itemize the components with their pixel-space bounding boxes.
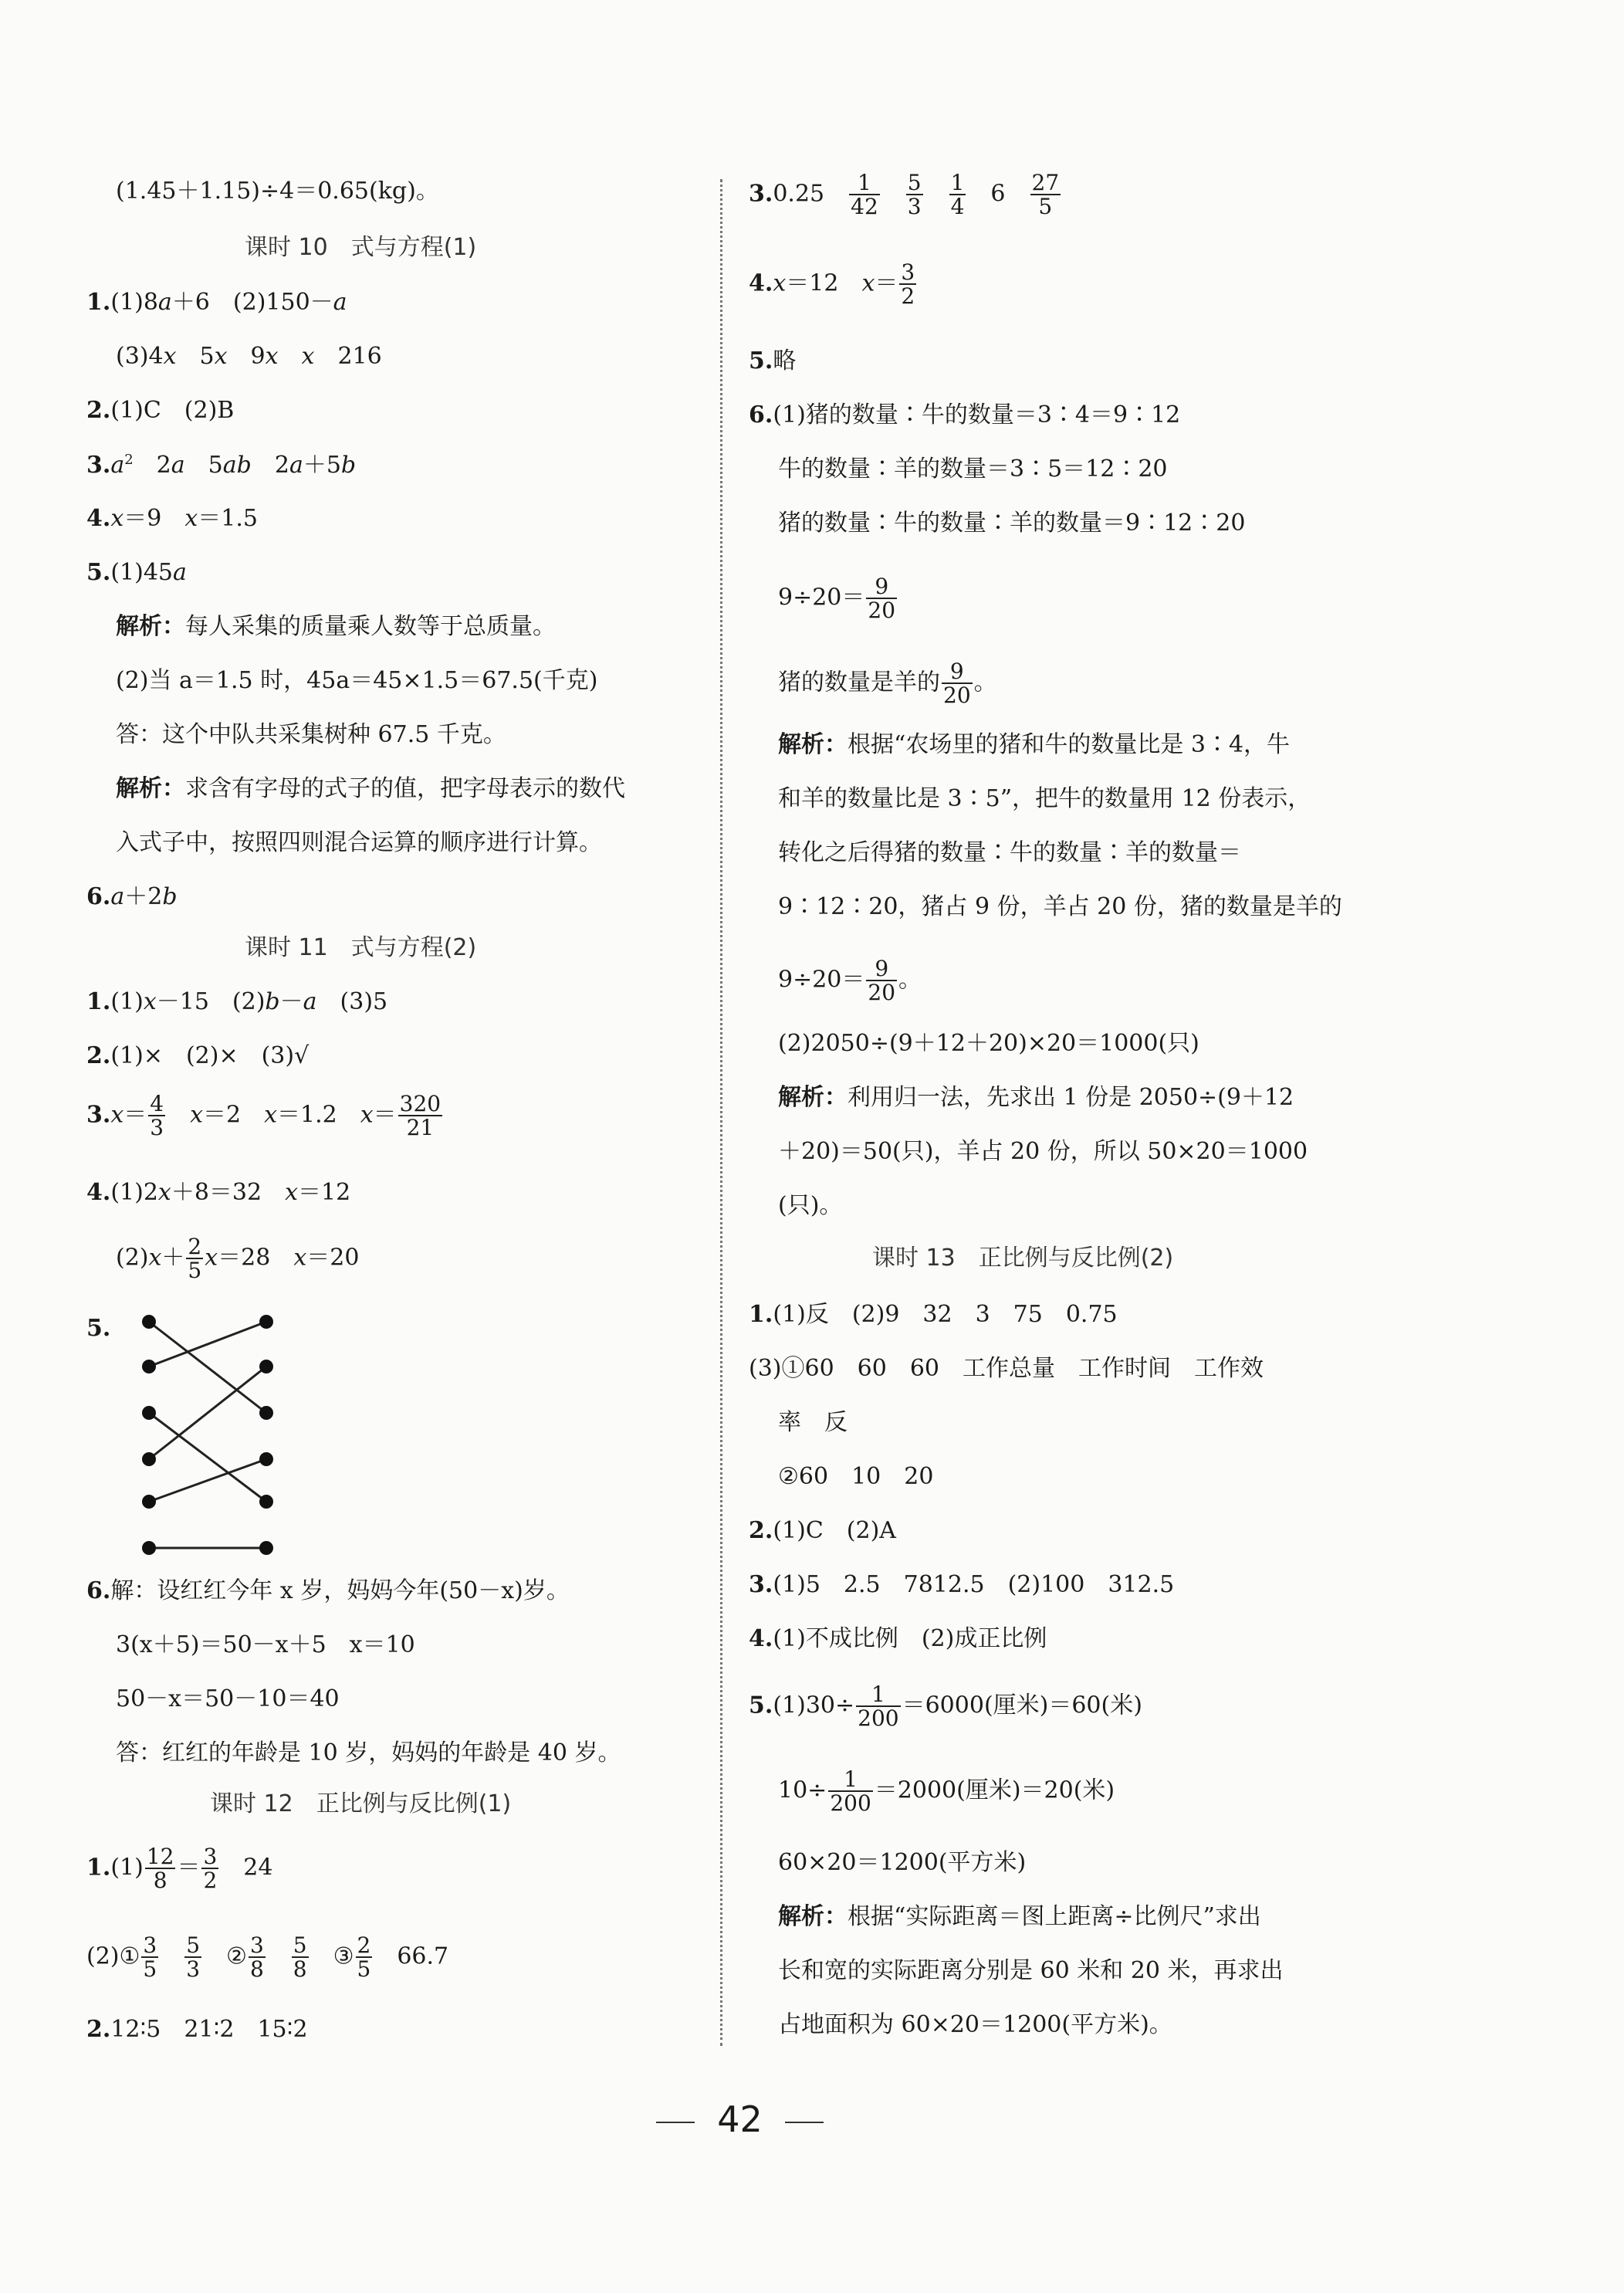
text: ＝2000(厘米)＝20(米) [874, 1776, 1115, 1804]
text: 猪的数量是羊的 [778, 669, 940, 696]
section-heading: 课时 13 正比例与反比例(2) [872, 1245, 1174, 1272]
text: 6 [990, 180, 1006, 208]
text: ＋5 [303, 452, 341, 479]
text: (2) [116, 1244, 149, 1272]
text: －15 (2) [156, 988, 266, 1015]
item-number: 1. [86, 289, 111, 316]
text: ＋ [161, 1244, 185, 1272]
variable: x [157, 1179, 171, 1206]
variable: a [171, 452, 185, 479]
variable: b [162, 883, 178, 910]
text: (1)30÷ [773, 1692, 855, 1719]
text: ② [226, 1942, 247, 1970]
text: (1)不成比例 (2)成正比例 [773, 1625, 1047, 1652]
item-number: 4. [86, 505, 111, 532]
answer-line [86, 1317, 110, 1340]
text-line: (1.45＋1.15)÷4＝0.65(kg)。 [116, 178, 439, 205]
text: 根据“农场里的猪和牛的数量比是 3∶4，牛 [848, 731, 1291, 758]
item-number: 4. [749, 269, 773, 297]
fraction: $\frac{1}{200}$ [858, 1682, 899, 1732]
text: (1)8 [110, 289, 158, 316]
text-line: ②60 10 20 [778, 1463, 934, 1490]
variable: x [110, 1101, 124, 1129]
text: 解：设红红今年 x 岁，妈妈今年(50－x)岁。 [110, 1577, 570, 1604]
answer-line [86, 1934, 448, 1981]
text: (1) [110, 988, 144, 1015]
text-line: (3)①60 60 60 工作总量 工作时间 工作效 [749, 1355, 1264, 1382]
answer-line [749, 261, 918, 308]
text-line: 9∶12∶20，猪占 9 份，羊占 20 份，猪的数量是羊的 [778, 893, 1342, 920]
variable: x [301, 343, 315, 370]
text: 利用归一法，先求出 1 份是 2050÷(9＋12 [848, 1084, 1294, 1111]
fraction: $\frac{5}{8}$ [293, 1932, 307, 1983]
item-number: 3. [86, 452, 111, 479]
text: 9÷20＝ [778, 584, 865, 611]
item-number: 3. [749, 180, 773, 208]
text-line: 3(x＋5)＝50－x＋5 x＝10 [116, 1631, 415, 1658]
text: 5 [176, 343, 215, 370]
text: (1)45 [110, 559, 173, 586]
answer-line [778, 1768, 1115, 1815]
variable: x [360, 1101, 374, 1129]
text: 略 [773, 347, 797, 374]
variable: a [110, 883, 125, 910]
answer-line [86, 453, 356, 477]
item-number: 3. [749, 1571, 773, 1598]
page-number-footer [656, 2098, 824, 2140]
text: ＝1.2 [277, 1101, 360, 1129]
text: ③ [333, 1942, 354, 1970]
text: (1)C (2)A [773, 1517, 896, 1544]
text: 2 [251, 452, 289, 479]
fraction: $\frac{27}{5}$ [1031, 170, 1060, 220]
variable: x [265, 343, 279, 370]
fraction: $\frac{12}{8}$ [146, 1844, 174, 1894]
text: ＝ [875, 269, 898, 297]
item-number: 2. [86, 397, 111, 424]
text: (1)C (2)B [110, 397, 235, 424]
page-number: 42 [717, 2098, 763, 2140]
item-number: 2. [749, 1517, 773, 1544]
variable: x [293, 1244, 307, 1272]
fraction: $\frac{9}{20}$ [943, 659, 971, 709]
item-number: 5. [86, 1315, 111, 1342]
text-line: 率 反 [778, 1409, 848, 1436]
text-line: 60×20＝1200(平方米) [778, 1849, 1027, 1876]
text: 12∶5 21∶2 15∶2 [110, 2016, 308, 2043]
text: 5 [184, 452, 223, 479]
variable: a [303, 988, 317, 1015]
text: ＋2 [124, 883, 163, 910]
answer-line [86, 1577, 570, 1604]
variable: a [333, 289, 347, 316]
answer-line [749, 1573, 1174, 1597]
text: (3)4 [116, 343, 164, 370]
text: (2)① [86, 1942, 140, 1970]
variable: x [143, 988, 157, 1015]
item-number: 1. [86, 1854, 111, 1881]
text: (1)反 (2)9 32 3 75 0.75 [773, 1301, 1118, 1328]
text: (1)× (2)× (3)√ [110, 1042, 310, 1069]
analysis-label: 解析： [116, 775, 185, 802]
analysis-line [116, 777, 625, 801]
item-number: 6. [86, 883, 111, 910]
variable: x [110, 505, 124, 532]
variable: x [214, 343, 228, 370]
text: ＝28 [218, 1244, 294, 1272]
fraction: $\frac{5}{3}$ [907, 170, 922, 220]
answer-line [749, 1683, 1142, 1730]
text: ＝2 [203, 1101, 265, 1129]
variable: x [184, 505, 198, 532]
text: 2 [133, 452, 171, 479]
variable: b [340, 452, 357, 479]
text: ＋6 (2)150－ [171, 289, 333, 316]
text-line: 猪的数量∶牛的数量∶羊的数量＝9∶12∶20 [778, 510, 1246, 537]
fraction: $\frac{2}{5}$ [357, 1932, 371, 1983]
analysis-line [778, 1905, 1261, 1929]
analysis-line [778, 733, 1290, 757]
analysis-label: 解析： [116, 613, 185, 640]
variable: x [861, 269, 875, 297]
answer-line [86, 507, 258, 530]
text: (1)猪的数量∶牛的数量＝3∶4＝9∶12 [773, 401, 1181, 428]
variable: x [264, 1101, 278, 1129]
text: ＝6000(厘米)＝60(米) [902, 1692, 1142, 1719]
text: 每人采集的质量乘人数等于总质量。 [185, 613, 556, 640]
text: ＋8＝32 [171, 1179, 286, 1206]
text-line: (2)当 a＝1.5 时，45a＝45×1.5＝67.5(千克) [116, 667, 598, 694]
fraction: $\frac{2}{5}$ [188, 1234, 202, 1284]
variable: a [110, 452, 125, 479]
text: 求含有字母的式子的值，把字母表示的数代 [185, 775, 625, 802]
dash-left [656, 2122, 695, 2123]
text: (1)5 2.5 7812.5 (2)100 312.5 [773, 1571, 1175, 1598]
text: (1)2 [110, 1179, 158, 1206]
text-line: (只)。 [778, 1192, 843, 1219]
fraction: $\frac{1}{42}$ [851, 170, 878, 220]
fraction: $\frac{9}{20}$ [868, 574, 896, 624]
answer-line [86, 988, 388, 1015]
fraction: $\frac{1}{4}$ [950, 170, 965, 220]
section-heading: 课时 11 式与方程(2) [245, 934, 477, 961]
text: 24 [220, 1854, 273, 1881]
variable: x [163, 343, 177, 370]
item-number: 2. [86, 2016, 111, 2043]
variable: a [157, 289, 172, 316]
variable: x [205, 1244, 218, 1272]
text-line: 答：红红的年龄是 10 岁，妈妈的年龄是 40 岁。 [116, 1739, 621, 1766]
section-heading: 课时 12 正比例与反比例(1) [210, 1790, 512, 1817]
variable: x [773, 269, 787, 297]
text: ＝20 [306, 1244, 360, 1272]
variable: x [285, 1179, 299, 1206]
fraction: $\frac{3}{8}$ [249, 1932, 264, 1983]
answer-line [778, 957, 922, 1004]
text: 9÷20＝ [778, 966, 865, 994]
fraction: $\frac{3}{2}$ [203, 1844, 218, 1894]
answer-line [749, 1627, 1047, 1651]
item-number: 2. [86, 1042, 111, 1069]
item-number: 4. [86, 1179, 111, 1206]
text: 根据“实际距离＝图上距离÷比例尺”求出 [848, 1903, 1261, 1930]
answer-line [749, 401, 1181, 428]
fraction: $\frac{1}{200}$ [830, 1766, 871, 1817]
text: － [279, 988, 303, 1015]
text: 10÷ [778, 1776, 827, 1804]
analysis-label: 解析： [778, 731, 848, 758]
text-line: 长和宽的实际距离分别是 60 米和 20 米，再求出 [778, 1957, 1284, 1984]
answer-line [86, 1092, 444, 1140]
item-number: 5. [749, 347, 773, 374]
analysis-label: 解析： [778, 1084, 848, 1111]
text: ＝9 [123, 505, 185, 532]
text: 0.25 [773, 180, 825, 208]
text-line: 占地面积为 60×20＝1200(平方米)。 [778, 2011, 1172, 2038]
text: ＝12 [786, 269, 862, 297]
answer-line [749, 347, 797, 374]
text: (3)5 [316, 988, 388, 1015]
item-number: 3. [86, 1101, 111, 1129]
answer-line [86, 1845, 272, 1892]
exponent: 2 [124, 452, 134, 468]
text: 216 [314, 343, 382, 370]
dash-right [785, 2122, 824, 2123]
text: 。 [898, 966, 922, 994]
text: ＝1.5 [198, 505, 258, 532]
analysis-line [116, 615, 556, 638]
answer-line [86, 561, 187, 584]
item-number: 4. [749, 1625, 773, 1652]
answer-line [86, 1042, 310, 1069]
answer-line [86, 2018, 308, 2041]
text: ＝ [177, 1854, 201, 1881]
variable: x [148, 1244, 162, 1272]
text: 66.7 [374, 1942, 449, 1970]
answer-line [749, 1303, 1118, 1326]
variable: b [265, 988, 280, 1015]
item-number: 6. [749, 401, 773, 428]
text-line: 牛的数量∶羊的数量＝3∶5＝12∶20 [778, 456, 1168, 483]
text-line: 和羊的数量比是 3∶5”，把牛的数量用 12 份表示， [778, 785, 1311, 812]
answer-line [86, 291, 347, 314]
section-heading: 课时 10 式与方程(1) [245, 234, 477, 261]
text: ＝12 [298, 1179, 351, 1206]
answer-line [86, 883, 178, 910]
fraction: $\frac{3}{2}$ [901, 259, 915, 310]
fraction: $\frac{320}{21}$ [399, 1091, 442, 1141]
answer-line [749, 1519, 896, 1543]
answer-line [116, 345, 382, 368]
answer-line [116, 1235, 359, 1282]
text-line: 50－x＝50－10＝40 [116, 1685, 340, 1712]
variable: a [289, 452, 303, 479]
answer-line [86, 1181, 350, 1204]
item-number: 6. [86, 1577, 111, 1604]
item-number: 5. [86, 559, 111, 586]
item-number: 1. [86, 988, 111, 1015]
matching-lines-diagram [113, 1312, 345, 1560]
text: 9 [227, 343, 266, 370]
fraction: $\frac{4}{3}$ [150, 1091, 164, 1141]
variable: x [190, 1101, 203, 1129]
analysis-label: 解析： [778, 1903, 848, 1930]
variable: a [173, 559, 187, 586]
column-divider [720, 179, 722, 2046]
item-number: 1. [749, 1301, 773, 1328]
item-number: 5. [749, 1692, 773, 1719]
text: (1) [110, 1854, 144, 1881]
fraction: $\frac{5}{3}$ [186, 1932, 201, 1983]
text-line: ＋20)＝50(只)，羊占 20 份，所以 50×20＝1000 [778, 1138, 1308, 1165]
fraction: $\frac{3}{5}$ [143, 1932, 157, 1983]
variable: ab [222, 452, 252, 479]
text: ＝ [123, 1101, 147, 1129]
text: 。 [973, 669, 997, 696]
text: ＝ [373, 1101, 397, 1129]
answer-line [86, 399, 234, 422]
text-line: (2)2050÷(9＋12＋20)×20＝1000(只) [778, 1030, 1199, 1057]
answer-line [778, 660, 997, 707]
answer-line [749, 171, 1062, 218]
text-line: 答：这个中队共采集树种 67.5 千克。 [116, 721, 506, 748]
text-line: 入式子中，按照四则混合运算的顺序进行计算。 [116, 829, 602, 856]
answer-line [778, 575, 898, 622]
text-line: 转化之后得猪的数量∶牛的数量∶羊的数量＝ [778, 839, 1241, 866]
analysis-line [778, 1086, 1294, 1109]
fraction: $\frac{9}{20}$ [868, 956, 896, 1006]
